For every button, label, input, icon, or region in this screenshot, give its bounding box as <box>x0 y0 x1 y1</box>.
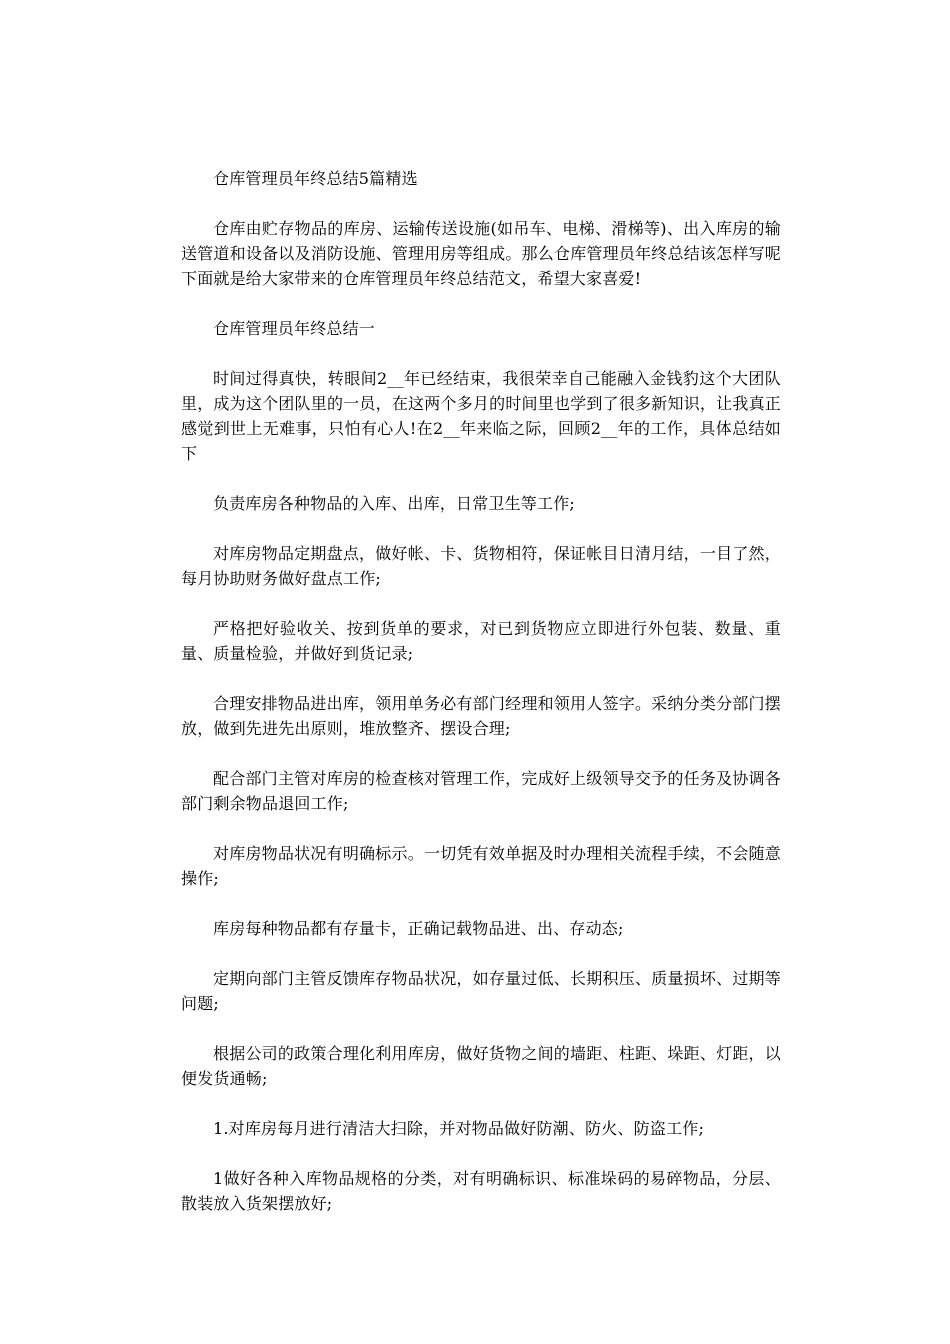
document-body <box>181 166 781 1241</box>
body-paragraph: 合理安排物品进出库，领用单务必有部门经理和领用人签字。采纳分类分部门摆放，做到先进先出原则，堆放整齐、摆设合理; <box>181 694 781 738</box>
intro-paragraph: 仓库由贮存物品的库房、运输传送设施(如吊车、电梯、滑梯等)、出入库房的输送管道和设备以及消防设施、管理用房等组成。那么仓库管理员年终总结该怎样写呢下面就是给大家带来的仓库管理员年终总结范文，希望大家喜爱! <box>181 219 781 288</box>
body-paragraph: 库房每种物品都有存量卡，正确记载物品进、出、存动态; <box>213 919 624 938</box>
body-paragraph: 配合部门主管对库房的检查核对管理工作，完成好上级领导交予的任务及协调各部门剩余物品退回工作; <box>181 769 781 813</box>
body-paragraph: 负责库房各种物品的入库、出库，日常卫生等工作; <box>213 494 575 513</box>
body-paragraph: 1.对库房每月进行清洁大扫除，并对物品做好防潮、防火、防盗工作; <box>213 1119 705 1138</box>
body-paragraph: 根据公司的政策合理化利用库房，做好货物之间的墙距、柱距、垛距、灯距，以便发货通畅; <box>181 1044 781 1088</box>
body-paragraph: 对库房物品状况有明确标示。一切凭有效单据及时办理相关流程手续，不会随意操作; <box>181 844 781 888</box>
section-title: 仓库管理员年终总结一 <box>213 319 376 338</box>
document-title: 仓库管理员年终总结5篇精选 <box>213 169 418 188</box>
body-paragraph: 严格把好验收关、按到货单的要求，对已到货物应立即进行外包装、数量、重量、质量检验，并做好到货记录; <box>181 619 781 663</box>
body-paragraph: 对库房物品定期盘点，做好帐、卡、货物相符，保证帐目日清月结，一目了然，每月协助财务做好盘点工作; <box>181 544 781 588</box>
body-paragraph: 时间过得真快，转眼间2__年已经结束，我很荣幸自己能融入金钱豹这个大团队里，成为这个团队里的一员，在这两个多月的时间里也学到了很多新知识，让我真正感觉到世上无难事，只怕有心人!在2__年来临之际，回顾2__年的工作，具体总结如下 <box>181 369 781 463</box>
body-paragraph: 定期向部门主管反馈库存物品状况，如存量过低、长期积压、质量损坏、过期等问题; <box>181 969 781 1013</box>
body-paragraph: 1做好各种入库物品规格的分类，对有明确标识、标准垛码的易碎物品，分层、散装放入货架摆放好; <box>181 1169 781 1213</box>
